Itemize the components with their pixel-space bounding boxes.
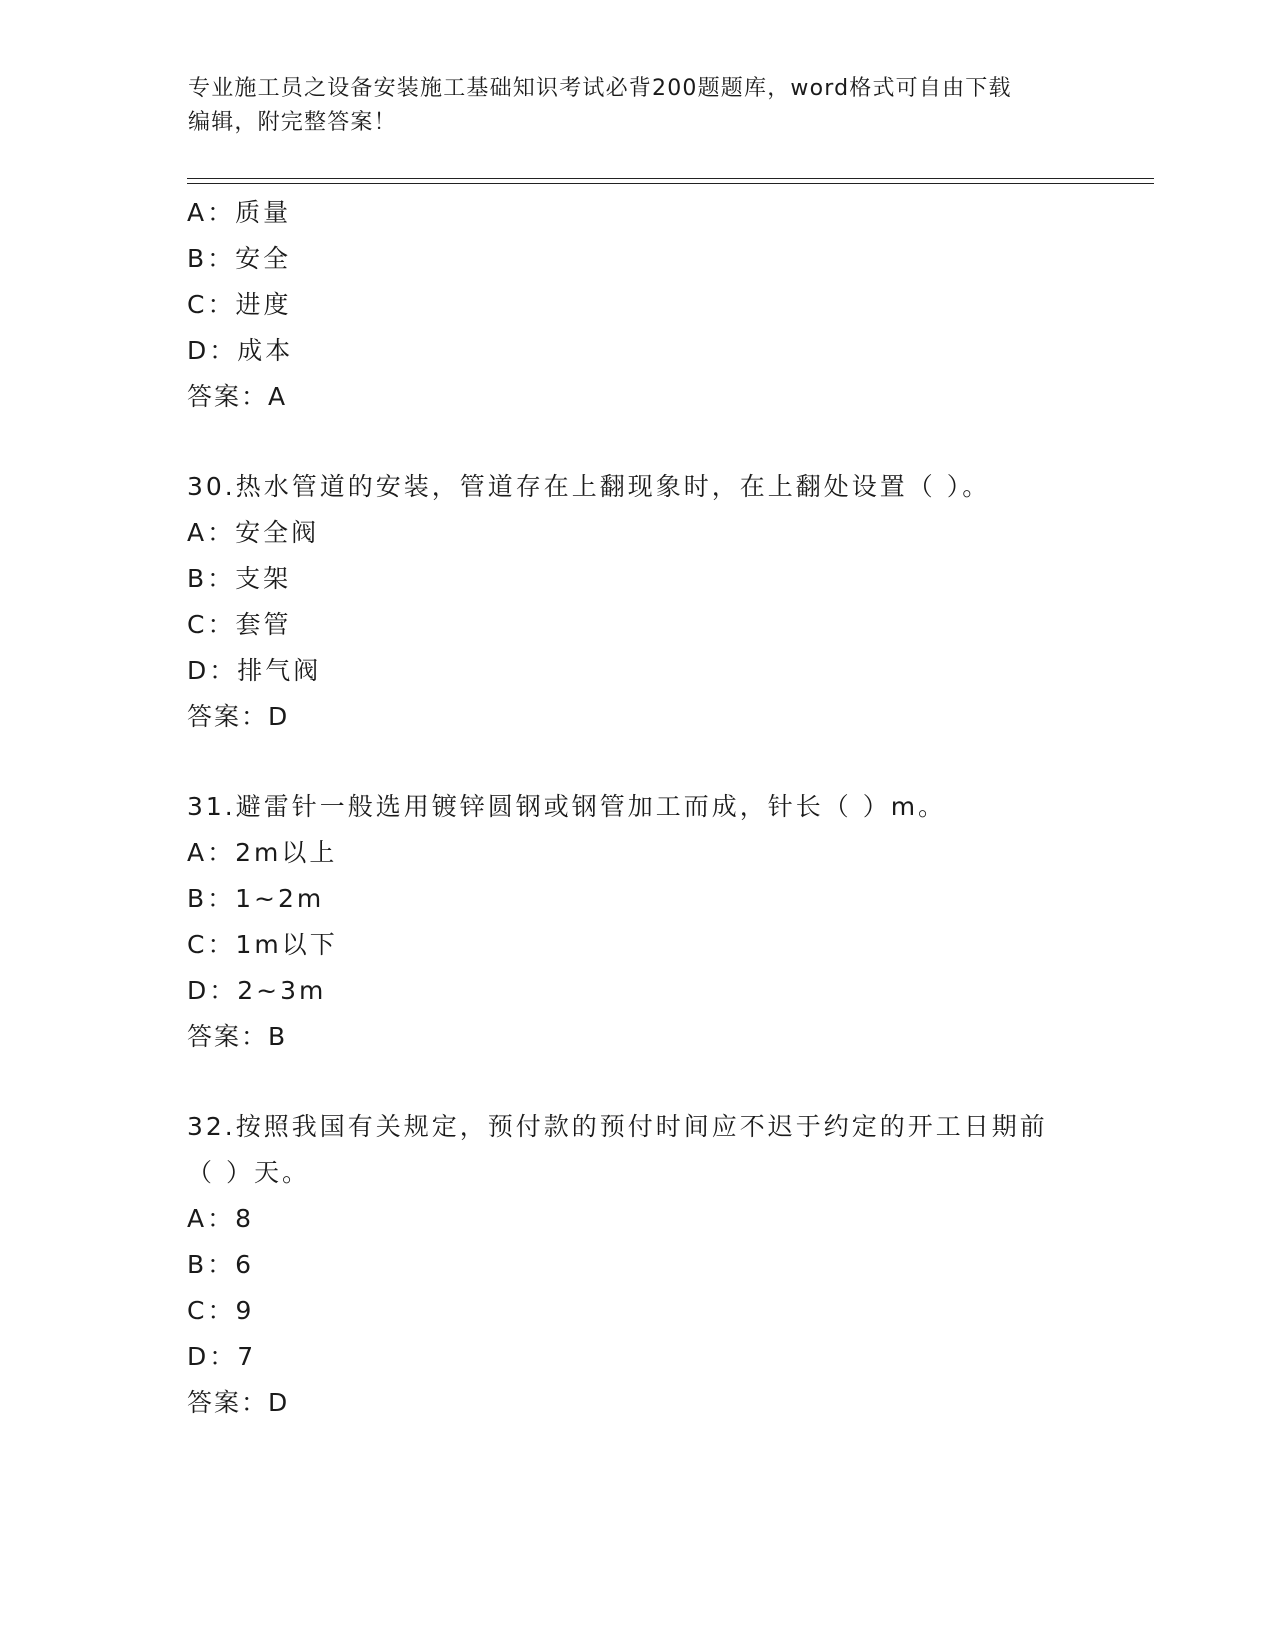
option-d: D：7 — [187, 1342, 257, 1371]
option-c: C：套管 — [187, 610, 292, 639]
answer: 答案：D — [187, 1388, 290, 1417]
header-divider-top — [187, 178, 1154, 179]
question-text: 31.避雷针一般选用镀锌圆钢或钢管加工而成，针长（ ）m。 — [187, 792, 947, 821]
option-d: D：成本 — [187, 336, 294, 365]
question-32 — [187, 1104, 1087, 1426]
option-b: B：安全 — [187, 244, 292, 273]
option-b: B：支架 — [187, 564, 292, 593]
option-c: C：9 — [187, 1296, 255, 1325]
spacer — [187, 1060, 1087, 1104]
answer: 答案：D — [187, 702, 290, 731]
option-a: A：2m以上 — [187, 838, 338, 867]
spacer — [187, 740, 1087, 784]
header-line-2: 编辑，附完整答案！ — [188, 110, 397, 135]
question-31 — [187, 784, 1087, 1060]
option-b: B：1~2m — [187, 884, 325, 913]
option-a: A：8 — [187, 1204, 255, 1233]
question-text: 30.热水管道的安装，管道存在上翻现象时，在上翻处设置（ ）。 — [187, 472, 991, 501]
spacer — [187, 420, 1087, 464]
header-divider-bottom — [187, 183, 1154, 184]
question-30 — [187, 464, 1087, 740]
question-list — [187, 190, 1087, 1426]
question-text-line-1: 32.按照我国有关规定，预付款的预付时间应不迟于约定的开工日期前 — [187, 1112, 1048, 1141]
document-header — [188, 72, 1078, 140]
header-line-1: 专业施工员之设备安装施工基础知识考试必背200题题库，word格式可自由下载 — [188, 76, 1012, 101]
option-b: B：6 — [187, 1250, 255, 1279]
question-29-partial — [187, 190, 1087, 420]
option-a: A：安全阀 — [187, 518, 320, 547]
option-c: C：进度 — [187, 290, 292, 319]
answer: 答案：B — [187, 1022, 288, 1051]
question-text-line-2: （ ）天。 — [187, 1158, 310, 1187]
option-d: D：排气阀 — [187, 656, 322, 685]
option-d: D：2~3m — [187, 976, 327, 1005]
option-a: A：质量 — [187, 198, 292, 227]
option-c: C：1m以下 — [187, 930, 338, 959]
answer: 答案：A — [187, 382, 288, 411]
